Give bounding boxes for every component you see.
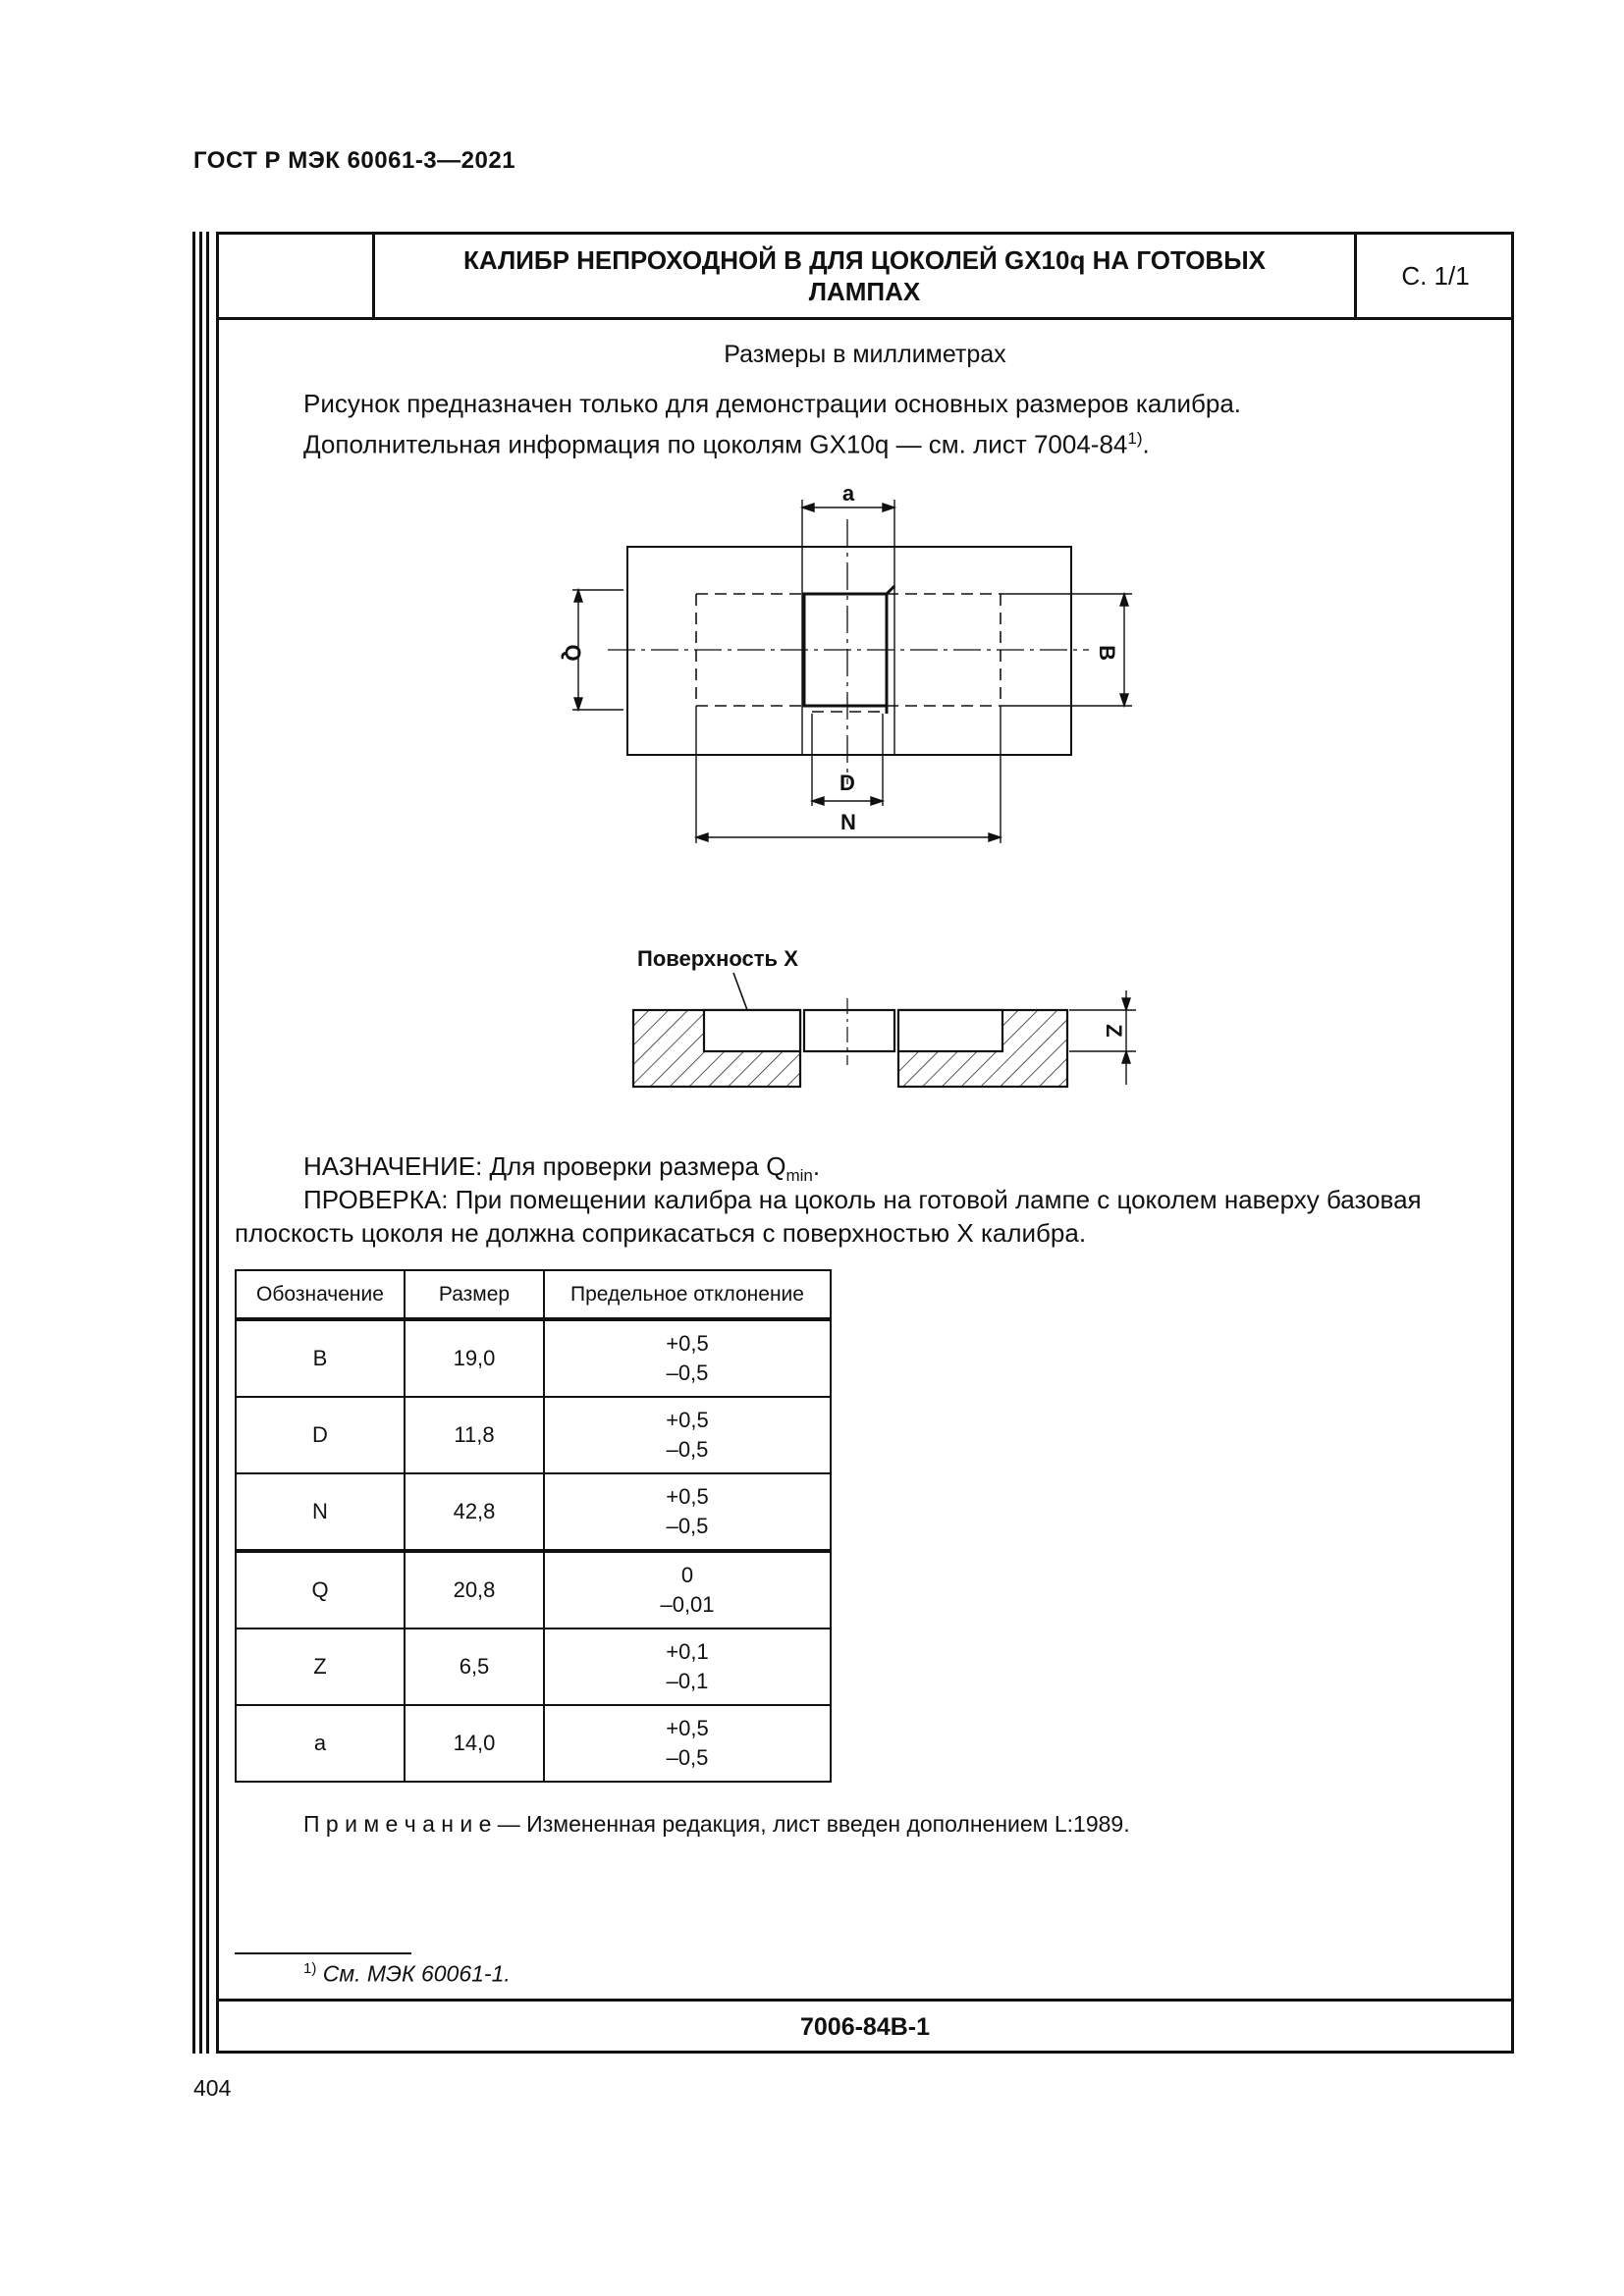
sheet-frame — [216, 232, 1514, 2054]
dim-label-N: N — [840, 810, 856, 834]
cell-size: 19,0 — [405, 1319, 544, 1397]
sheet-title: КАЛИБР НЕПРОХОДНОЙ В ДЛЯ ЦОКОЛЕЙ GX10q НА ГОТОВЫХ ЛАМПАХ — [375, 235, 1357, 317]
sheet-number: С. 1/1 — [1401, 260, 1470, 291]
cell-size: 6,5 — [405, 1629, 544, 1705]
header-tolerance: Предельное отклонение — [544, 1270, 831, 1319]
header-symbol: Обозначение — [236, 1270, 405, 1319]
intro-line-1: Рисунок предназначен только для демонстрации основных размеров калибра. — [303, 389, 1242, 418]
cell-tolerance: +0,5 –0,5 — [544, 1473, 831, 1551]
table-row — [236, 1319, 831, 1397]
sheet-code: 7006-84B-1 — [219, 1999, 1511, 2054]
cell-tolerance: +0,5 –0,5 — [544, 1319, 831, 1397]
intro-line-2: Дополнительная информация по цоколям GX10q — см. лист 7004-84$^{1)}$. — [303, 429, 1150, 459]
dim-label-B: B — [1095, 645, 1119, 661]
cell-size: 14,0 — [405, 1705, 544, 1782]
cell-symbol: Q — [236, 1551, 405, 1629]
document-header: ГОСТ Р МЭК 60061-3—2021 — [193, 147, 516, 174]
cell-tolerance: +0,5 –0,5 — [544, 1397, 831, 1473]
table-row — [236, 1551, 831, 1629]
cell-size: 20,8 — [405, 1551, 544, 1629]
footnote-ref: 1) — [1127, 429, 1143, 448]
cell-symbol: B — [236, 1319, 405, 1397]
cell-symbol: N — [236, 1473, 405, 1551]
dim-label-Q: Q — [561, 644, 585, 662]
binding-line — [206, 232, 209, 2054]
footnote-divider — [235, 1952, 411, 1954]
binding-line — [199, 232, 202, 2054]
cell-symbol: a — [236, 1705, 405, 1782]
cell-tolerance: +0,1 –0,1 — [544, 1629, 831, 1705]
dim-label-a: a — [841, 481, 855, 506]
table-row — [236, 1397, 831, 1473]
table-row — [236, 1629, 831, 1705]
header-size: Размер — [405, 1270, 544, 1319]
footnote: $^{1)}$ См. МЭК 60061-1. — [303, 1960, 511, 1987]
cell-symbol: Z — [236, 1629, 405, 1705]
purpose-paragraph: НАЗНАЧЕНИЕ: Для проверки размера $Q_{min}$. — [303, 1151, 821, 1186]
note-text: П р и м е ч а н и е — Измененная редакция, лист введен дополнением L:1989. — [303, 1811, 1130, 1837]
cell-size: 42,8 — [405, 1473, 544, 1551]
dim-label-D: D — [839, 771, 855, 795]
check-paragraph: ПРОВЕРКА: При помещении калибра на цоколь на готовой лампе с цоколем наверху базовая плоскость цоколя не должна соприкасаться с поверхностью X калибра. — [235, 1185, 1422, 1248]
dimensions-table — [235, 1269, 832, 1783]
table-header-row — [236, 1270, 831, 1319]
table-row — [236, 1705, 831, 1782]
page-number: 404 — [193, 2075, 232, 2101]
surface-x-label: Поверхность X — [637, 946, 798, 971]
binding-line — [192, 232, 195, 2054]
cell-size: 11,8 — [405, 1397, 544, 1473]
cell-symbol: D — [236, 1397, 405, 1473]
dim-label-Z: Z — [1102, 1024, 1126, 1038]
table-row — [236, 1473, 831, 1551]
units-note: Размеры в миллиметрах — [724, 341, 1006, 368]
cell-tolerance: +0,5 –0,5 — [544, 1705, 831, 1782]
cell-tolerance: 0 –0,01 — [544, 1551, 831, 1629]
